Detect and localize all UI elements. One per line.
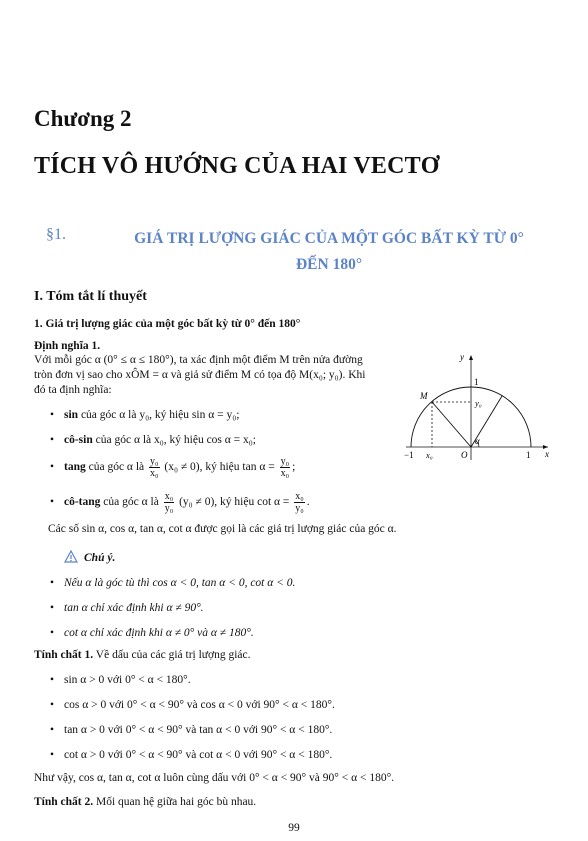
property1-item: • cot α > 0 với 0° < α < 90° và cot α < 0 với 90° < α < 180°. xyxy=(50,749,333,761)
property1-item-text: tan α > 0 với 0° < α < 90° và tan α < 0 với 90° < α < 180°. xyxy=(64,724,333,736)
property2-title: Tính chất 2. xyxy=(34,796,94,808)
property1-title: Tính chất 1. xyxy=(34,649,94,661)
fraction-denominator: y₀ xyxy=(164,503,174,514)
conclusion: Như vậy, cos α, tan α, cot α luôn cùng dấu với 0° < α < 90° và 90° < α < 180°. xyxy=(34,772,395,784)
bullet-text: . xyxy=(306,496,310,509)
warning-icon xyxy=(64,550,78,563)
note-item-text: tan α chỉ xác định khi α ≠ 90°. xyxy=(64,602,204,614)
chapter-label: Chương 2 xyxy=(34,106,132,131)
section-title-line2: ĐẾN 180° xyxy=(295,256,363,273)
note-title: Chú ý. xyxy=(84,552,116,564)
property1-item-text: cos α > 0 với 0° < α < 90° và cos α < 0 với 90° < α < 180°. xyxy=(64,699,335,711)
y-axis-arrow-icon xyxy=(469,355,473,360)
x-axis-label: x xyxy=(545,449,549,459)
bullet-text: của góc α là xyxy=(85,461,147,474)
label-origin: O xyxy=(461,450,468,460)
fraction-numerator: y₀ xyxy=(280,456,290,467)
bullet-sin: • sin của góc α là y₀, ký hiệu sin α = y₀; xyxy=(50,409,240,421)
fraction xyxy=(149,456,160,479)
fraction xyxy=(164,491,175,514)
note-item: • cot α chỉ xác định khi α ≠ 0° và α ≠ 180°. xyxy=(50,627,254,639)
definition-title: Định nghĩa 1. xyxy=(34,340,101,352)
property2-text: Mối quan hệ giữa hai góc bù nhau. xyxy=(93,796,257,808)
property2 xyxy=(34,796,256,808)
y-axis-label: y xyxy=(460,352,464,362)
fraction-numerator: x₀ xyxy=(164,491,174,502)
note-item: • Nếu α là góc tù thì cos α < 0, tan α < 0, cot α < 0. xyxy=(50,577,296,589)
summary-line: Các số sin α, cos α, tan α, cot α được gọi là các giá trị lượng giác của góc α. xyxy=(48,523,397,535)
bullet-text: ; xyxy=(292,461,296,474)
property1-item: • cos α > 0 với 0° < α < 90° và cos α < 0 với 90° < α < 180°. xyxy=(50,699,335,711)
bullet-cos: • cô-sin của góc α là x₀, ký hiệu cos α = x₀; xyxy=(50,434,256,446)
term-cos: cô-sin xyxy=(64,434,93,446)
label-one-y: 1 xyxy=(474,377,479,387)
radius-om xyxy=(432,402,471,447)
property1-text: Về dấu của các giá trị lượng giác. xyxy=(93,649,251,661)
label-one-x: 1 xyxy=(526,450,531,460)
term-cot: cô-tang xyxy=(64,496,101,509)
bullet-text: của góc α là xyxy=(100,496,162,509)
bullet-tan: • tang của góc α là $\frac{\text{y₀}}{\text{x₀}}$ (x₀ ≠ 0), ký hiệu tan α = $\frac{\text{y₀}}{\text{x₀}}$ ; xyxy=(50,456,296,479)
definition-body xyxy=(34,353,406,398)
unit-circle-figure xyxy=(402,348,552,466)
heading-summary: I. Tóm tắt lí thuyết xyxy=(34,289,147,304)
page-number: 99 xyxy=(288,822,300,834)
property1-item-text: cot α > 0 với 0° < α < 90° và cot α < 0 với 90° < α < 180°. xyxy=(64,749,333,761)
property1-item-text: sin α > 0 với 0° < α < 180°. xyxy=(64,674,191,686)
section-title xyxy=(104,226,554,278)
label-minus-one: −1 xyxy=(404,450,414,460)
property1-item: • tan α > 0 với 0° < α < 90° và tan α < 0 với 90° < α < 180°. xyxy=(50,724,333,736)
definition-line: tròn đơn vị sao cho xÔM = α và giả sử điểm M có tọa độ M(x₀; y₀). Khi xyxy=(34,369,366,381)
fraction xyxy=(294,491,305,514)
fraction-denominator: y₀ xyxy=(295,503,304,514)
label-y0: y₀ xyxy=(475,398,482,408)
label-point-m: M xyxy=(420,391,428,401)
term-sin: sin xyxy=(64,409,79,421)
chapter-title: TÍCH VÔ HƯỚNG CỦA HAI VECTƠ xyxy=(34,153,440,179)
fraction-numerator: y₀ xyxy=(150,456,159,467)
note-item-text: cot α chỉ xác định khi α ≠ 0° và α ≠ 180°. xyxy=(64,627,254,639)
bullet-cot: • cô-tang của góc α là $\frac{\text{x₀}}{\text{y₀}}$ (y₀ ≠ 0), ký hiệu cot α = $\frac{\text{x₀}}{\text{y₀}}$ . xyxy=(50,491,310,514)
label-x0: x₀ xyxy=(426,450,433,460)
note-item-text: Nếu α là góc tù thì cos α < 0, tan α < 0, cot α < 0. xyxy=(64,577,296,589)
bullet-text: của góc α là y₀, ký hiệu sin α = y₀; xyxy=(78,409,240,421)
fraction-numerator: x₀ xyxy=(295,491,304,502)
note-item: • tan α chỉ xác định khi α ≠ 90°. xyxy=(50,602,204,614)
term-tan: tang xyxy=(64,461,86,474)
label-alpha: α xyxy=(475,436,480,446)
section-number: §1. xyxy=(46,226,66,243)
definition-line: Với mỗi góc α (0° ≤ α ≤ 180°), ta xác định một điểm M trên nửa đường xyxy=(34,354,363,366)
bullet-text: của góc α là x₀, ký hiệu cos α = x₀; xyxy=(92,434,256,446)
definition-line: đó ta định nghĩa: xyxy=(34,384,112,396)
fraction-denominator: x₀ xyxy=(150,468,159,479)
section-title-line1: GIÁ TRỊ LƯỢNG GIÁC CỦA MỘT GÓC BẤT KỲ TỪ 0° xyxy=(134,230,524,247)
fraction-denominator: x₀ xyxy=(280,468,290,479)
property1-item: • sin α > 0 với 0° < α < 180°. xyxy=(50,674,191,686)
bullet-text: (x₀ ≠ 0), ký hiệu tan α = xyxy=(161,461,278,474)
bullet-text: (y₀ ≠ 0), ký hiệu cot α = xyxy=(176,496,293,509)
heading-trig-values: 1. Giá trị lượng giác của một góc bất kỳ từ 0° đến 180° xyxy=(34,318,301,330)
property1 xyxy=(34,649,251,661)
fraction xyxy=(280,456,291,479)
